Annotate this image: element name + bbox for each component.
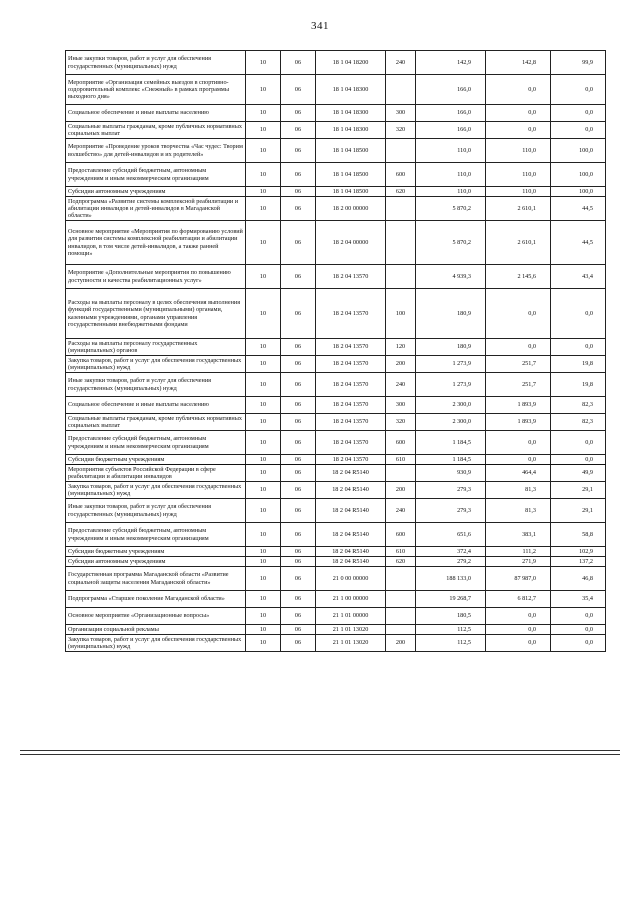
cell-target-article: 18 2 04 13570 [316,356,386,373]
cell-name: Расходы на выплаты персоналу государственных (муниципальных) органов [66,339,246,356]
cell-expense-type: 320 [386,414,416,431]
cell-expense-type [386,265,416,289]
cell-subsection: 06 [281,625,316,635]
cell-fact: 0,0 [486,608,551,625]
cell-name: Предоставление субсидий бюджетным, автономным учреждениям и иным некоммерческим организациям [66,163,246,187]
cell-fact: 2 610,1 [486,197,551,221]
cell-subsection: 06 [281,547,316,557]
cell-fact: 251,7 [486,356,551,373]
table-row [66,122,606,139]
cell-target-article: 18 1 04 18500 [316,163,386,187]
cell-fact: 0,0 [486,289,551,339]
cell-expense-type [386,75,416,105]
cell-plan: 4 939,3 [416,265,486,289]
cell-plan: 166,0 [416,105,486,122]
cell-plan: 112,5 [416,635,486,652]
table-row [66,567,606,591]
cell-percent: 44,5 [551,197,606,221]
cell-name: Субсидии автономным учреждениям [66,187,246,197]
cell-target-article: 18 2 04 R5140 [316,499,386,523]
cell-expense-type: 200 [386,356,416,373]
cell-plan: 142,9 [416,51,486,75]
table-row [66,635,606,652]
cell-section: 10 [246,591,281,608]
cell-expense-type: 200 [386,482,416,499]
cell-section: 10 [246,289,281,339]
cell-name: Мероприятие «Организация семейных выездов в спортивно-оздоровительный комплекс «Снежный» в рамках программы выходного дня» [66,75,246,105]
cell-fact: 2 610,1 [486,221,551,265]
cell-section: 10 [246,373,281,397]
cell-target-article: 18 1 04 18300 [316,105,386,122]
table-row [66,339,606,356]
table-row [66,75,606,105]
cell-plan: 19 268,7 [416,591,486,608]
cell-name: Государственная программа Магаданской области «Развитие социальной защиты населения Магаданской области» [66,567,246,591]
table-row [66,608,606,625]
cell-percent: 82,3 [551,397,606,414]
cell-fact: 0,0 [486,431,551,455]
budget-table [65,50,606,652]
cell-target-article: 18 2 04 00000 [316,221,386,265]
cell-subsection: 06 [281,414,316,431]
cell-fact: 464,4 [486,465,551,482]
cell-section: 10 [246,608,281,625]
cell-section: 10 [246,482,281,499]
cell-fact: 87 987,0 [486,567,551,591]
table-row [66,455,606,465]
table-row [66,139,606,163]
table-row [66,163,606,187]
cell-target-article: 18 1 04 18500 [316,187,386,197]
table-row [66,356,606,373]
cell-percent: 19,8 [551,356,606,373]
cell-fact: 251,7 [486,373,551,397]
cell-expense-type [386,139,416,163]
cell-percent: 0,0 [551,289,606,339]
cell-subsection: 06 [281,197,316,221]
cell-expense-type [386,221,416,265]
table-row [66,591,606,608]
cell-plan: 180,9 [416,339,486,356]
cell-subsection: 06 [281,557,316,567]
cell-section: 10 [246,356,281,373]
table-row [66,499,606,523]
cell-plan: 372,4 [416,547,486,557]
cell-plan: 110,0 [416,139,486,163]
cell-target-article: 18 2 00 00000 [316,197,386,221]
cell-subsection: 06 [281,139,316,163]
cell-target-article: 18 1 04 18300 [316,122,386,139]
cell-fact: 81,3 [486,499,551,523]
cell-plan: 651,6 [416,523,486,547]
cell-percent: 0,0 [551,608,606,625]
cell-subsection: 06 [281,163,316,187]
cell-name: Иные закупки товаров, работ и услуг для обеспечения государственных (муниципальных) нужд [66,373,246,397]
cell-percent: 82,3 [551,414,606,431]
cell-plan: 166,0 [416,122,486,139]
cell-expense-type: 600 [386,163,416,187]
cell-section: 10 [246,455,281,465]
cell-section: 10 [246,187,281,197]
cell-plan: 279,3 [416,482,486,499]
cell-target-article: 18 2 04 R5140 [316,547,386,557]
cell-plan: 1 273,9 [416,356,486,373]
cell-subsection: 06 [281,499,316,523]
table-row [66,51,606,75]
cell-name: Закупка товаров, работ и услуг для обеспечения государственных (муниципальных) нужд [66,635,246,652]
footer-rule-upper [20,750,620,751]
cell-subsection: 06 [281,591,316,608]
cell-name: Субсидии бюджетным учреждениям [66,547,246,557]
table-row [66,265,606,289]
table-row [66,431,606,455]
cell-fact: 110,0 [486,163,551,187]
cell-section: 10 [246,635,281,652]
table-row [66,289,606,339]
cell-percent: 49,9 [551,465,606,482]
cell-expense-type: 240 [386,499,416,523]
cell-plan: 1 184,5 [416,455,486,465]
table-row [66,397,606,414]
cell-plan: 2 300,0 [416,414,486,431]
cell-percent: 100,0 [551,139,606,163]
cell-plan: 180,5 [416,608,486,625]
cell-expense-type: 600 [386,431,416,455]
table-row [66,547,606,557]
cell-fact: 271,9 [486,557,551,567]
cell-subsection: 06 [281,523,316,547]
cell-plan: 5 870,2 [416,221,486,265]
cell-percent: 100,0 [551,163,606,187]
cell-percent: 43,4 [551,265,606,289]
cell-plan: 1 273,9 [416,373,486,397]
cell-expense-type: 300 [386,105,416,122]
cell-section: 10 [246,414,281,431]
cell-name: Субсидии бюджетным учреждениям [66,455,246,465]
table-row [66,523,606,547]
cell-percent: 0,0 [551,75,606,105]
table-body [66,51,606,652]
cell-name: Субсидии автономным учреждениям [66,557,246,567]
cell-name: Мероприятие «Дополнительные мероприятия по повышению доступности и качества реабилитационных услуг» [66,265,246,289]
cell-subsection: 06 [281,373,316,397]
cell-target-article: 18 2 04 R5140 [316,523,386,547]
table-row [66,105,606,122]
cell-subsection: 06 [281,567,316,591]
cell-section: 10 [246,265,281,289]
cell-target-article: 21 1 01 13020 [316,625,386,635]
cell-expense-type: 610 [386,547,416,557]
cell-target-article: 21 1 01 13020 [316,635,386,652]
cell-percent: 0,0 [551,122,606,139]
cell-plan: 1 184,5 [416,431,486,455]
cell-subsection: 06 [281,465,316,482]
cell-percent: 0,0 [551,431,606,455]
cell-plan: 110,0 [416,163,486,187]
cell-section: 10 [246,499,281,523]
cell-target-article: 18 2 04 13570 [316,339,386,356]
cell-name: Мероприятия субъектов Российской Федерации в сфере реабилитации и абилитации инвалидов [66,465,246,482]
cell-section: 10 [246,557,281,567]
cell-fact: 0,0 [486,339,551,356]
cell-expense-type: 100 [386,289,416,339]
cell-section: 10 [246,523,281,547]
cell-subsection: 06 [281,75,316,105]
cell-name: Основное мероприятие «Организационные вопросы» [66,608,246,625]
cell-percent: 35,4 [551,591,606,608]
cell-section: 10 [246,625,281,635]
cell-percent: 44,5 [551,221,606,265]
cell-target-article: 18 1 04 18200 [316,51,386,75]
cell-target-article: 18 2 04 R5140 [316,557,386,567]
cell-subsection: 06 [281,122,316,139]
cell-expense-type: 620 [386,557,416,567]
cell-subsection: 06 [281,289,316,339]
cell-subsection: 06 [281,265,316,289]
cell-subsection: 06 [281,187,316,197]
cell-target-article: 18 2 04 13570 [316,414,386,431]
cell-expense-type: 610 [386,455,416,465]
cell-name: Организация социальной рекламы [66,625,246,635]
cell-name: Иные закупки товаров, работ и услуг для обеспечения государственных (муниципальных) нужд [66,51,246,75]
cell-target-article: 18 2 04 R5140 [316,465,386,482]
cell-section: 10 [246,547,281,557]
cell-expense-type [386,567,416,591]
cell-expense-type [386,625,416,635]
cell-expense-type: 240 [386,373,416,397]
cell-section: 10 [246,465,281,482]
table-row [66,187,606,197]
cell-fact: 383,1 [486,523,551,547]
cell-expense-type: 600 [386,523,416,547]
cell-section: 10 [246,163,281,187]
cell-target-article: 18 2 04 13570 [316,455,386,465]
cell-name: Социальные выплаты гражданам, кроме публичных нормативных социальных выплат [66,414,246,431]
cell-percent: 0,0 [551,625,606,635]
cell-section: 10 [246,567,281,591]
cell-expense-type: 300 [386,397,416,414]
cell-plan: 188 133,0 [416,567,486,591]
cell-target-article: 21 1 01 00000 [316,608,386,625]
cell-fact: 81,3 [486,482,551,499]
cell-percent: 0,0 [551,455,606,465]
cell-percent: 0,0 [551,339,606,356]
cell-subsection: 06 [281,221,316,265]
cell-percent: 19,8 [551,373,606,397]
cell-percent: 137,2 [551,557,606,567]
cell-section: 10 [246,139,281,163]
cell-target-article: 18 2 04 13570 [316,265,386,289]
cell-subsection: 06 [281,455,316,465]
cell-subsection: 06 [281,51,316,75]
cell-plan: 5 870,2 [416,197,486,221]
cell-name: Подпрограмма «Развитие системы комплексной реабилитации и абилитации инвалидов и детей-инвалидов в Магаданской области» [66,197,246,221]
cell-subsection: 06 [281,608,316,625]
cell-section: 10 [246,339,281,356]
cell-fact: 110,0 [486,187,551,197]
cell-name: Предоставление субсидий бюджетным, автономным учреждениям и иным некоммерческим организациям [66,431,246,455]
cell-expense-type [386,591,416,608]
cell-plan: 112,5 [416,625,486,635]
cell-target-article: 21 1 00 00000 [316,591,386,608]
cell-plan: 2 300,0 [416,397,486,414]
page-number: 341 [311,20,329,32]
cell-subsection: 06 [281,105,316,122]
cell-target-article: 18 2 04 13570 [316,431,386,455]
cell-name: Предоставление субсидий бюджетным, автономным учреждениям и иным некоммерческим организациям [66,523,246,547]
cell-section: 10 [246,51,281,75]
cell-section: 10 [246,221,281,265]
cell-percent: 46,8 [551,567,606,591]
table-row [66,482,606,499]
cell-target-article: 18 1 04 18500 [316,139,386,163]
cell-section: 10 [246,75,281,105]
cell-target-article: 18 2 04 R5140 [316,482,386,499]
cell-plan: 180,9 [416,289,486,339]
cell-fact: 0,0 [486,455,551,465]
cell-target-article: 21 0 00 00000 [316,567,386,591]
cell-expense-type [386,197,416,221]
cell-name: Иные закупки товаров, работ и услуг для обеспечения государственных (муниципальных) нужд [66,499,246,523]
cell-percent: 0,0 [551,635,606,652]
cell-section: 10 [246,105,281,122]
cell-subsection: 06 [281,431,316,455]
cell-name: Основное мероприятие «Мероприятия по формированию условий для развития системы комплексной реабилитации и абилитации инвалидов, в том числе детей-инвалидов, а также ранней помощи» [66,221,246,265]
cell-fact: 111,2 [486,547,551,557]
cell-fact: 0,0 [486,105,551,122]
cell-fact: 0,0 [486,635,551,652]
cell-fact: 0,0 [486,625,551,635]
table-row [66,373,606,397]
cell-expense-type [386,608,416,625]
cell-name: Мероприятие «Проведение уроков творчества «Час чудес: Творим волшебство» для детей-инвалидов и их родителей» [66,139,246,163]
cell-percent: 0,0 [551,105,606,122]
cell-section: 10 [246,431,281,455]
cell-name: Социальное обеспечение и иные выплаты населению [66,105,246,122]
cell-expense-type: 620 [386,187,416,197]
cell-percent: 102,9 [551,547,606,557]
cell-target-article: 18 2 04 13570 [316,289,386,339]
cell-percent: 99,9 [551,51,606,75]
cell-section: 10 [246,397,281,414]
cell-expense-type: 200 [386,635,416,652]
cell-expense-type: 240 [386,51,416,75]
cell-name: Социальные выплаты гражданам, кроме публичных нормативных социальных выплат [66,122,246,139]
cell-fact: 0,0 [486,75,551,105]
cell-fact: 2 145,6 [486,265,551,289]
cell-fact: 0,0 [486,122,551,139]
cell-target-article: 18 2 04 13570 [316,397,386,414]
table-row [66,625,606,635]
table-row [66,465,606,482]
cell-plan: 279,3 [416,499,486,523]
cell-subsection: 06 [281,356,316,373]
cell-fact: 6 812,7 [486,591,551,608]
cell-name: Закупка товаров, работ и услуг для обеспечения государственных (муниципальных) нужд [66,482,246,499]
cell-name: Расходы на выплаты персоналу в целях обеспечения выполнения функций государственными (муниципальными) органами, казенными учреждениями, органами управления государственными внебюджетными фондами [66,289,246,339]
cell-fact: 142,8 [486,51,551,75]
cell-target-article: 18 2 04 13570 [316,373,386,397]
cell-section: 10 [246,122,281,139]
cell-plan: 166,0 [416,75,486,105]
cell-expense-type [386,465,416,482]
footer-rule-lower [20,754,620,755]
cell-expense-type: 320 [386,122,416,139]
cell-percent: 100,0 [551,187,606,197]
cell-fact: 110,0 [486,139,551,163]
table-row [66,221,606,265]
cell-percent: 58,8 [551,523,606,547]
cell-expense-type: 120 [386,339,416,356]
table-row [66,197,606,221]
cell-name: Закупка товаров, работ и услуг для обеспечения государственных (муниципальных) нужд [66,356,246,373]
table-row [66,557,606,567]
cell-name: Социальное обеспечение и иные выплаты населению [66,397,246,414]
cell-fact: 1 893,9 [486,414,551,431]
cell-subsection: 06 [281,482,316,499]
cell-plan: 279,2 [416,557,486,567]
cell-fact: 1 893,9 [486,397,551,414]
cell-section: 10 [246,197,281,221]
cell-subsection: 06 [281,397,316,414]
cell-subsection: 06 [281,339,316,356]
cell-subsection: 06 [281,635,316,652]
table-row [66,414,606,431]
cell-plan: 930,9 [416,465,486,482]
cell-percent: 29,1 [551,482,606,499]
cell-percent: 29,1 [551,499,606,523]
cell-name: Подпрограмма «Старшее поколение Магаданской области» [66,591,246,608]
cell-target-article: 18 1 04 18300 [316,75,386,105]
cell-plan: 110,0 [416,187,486,197]
